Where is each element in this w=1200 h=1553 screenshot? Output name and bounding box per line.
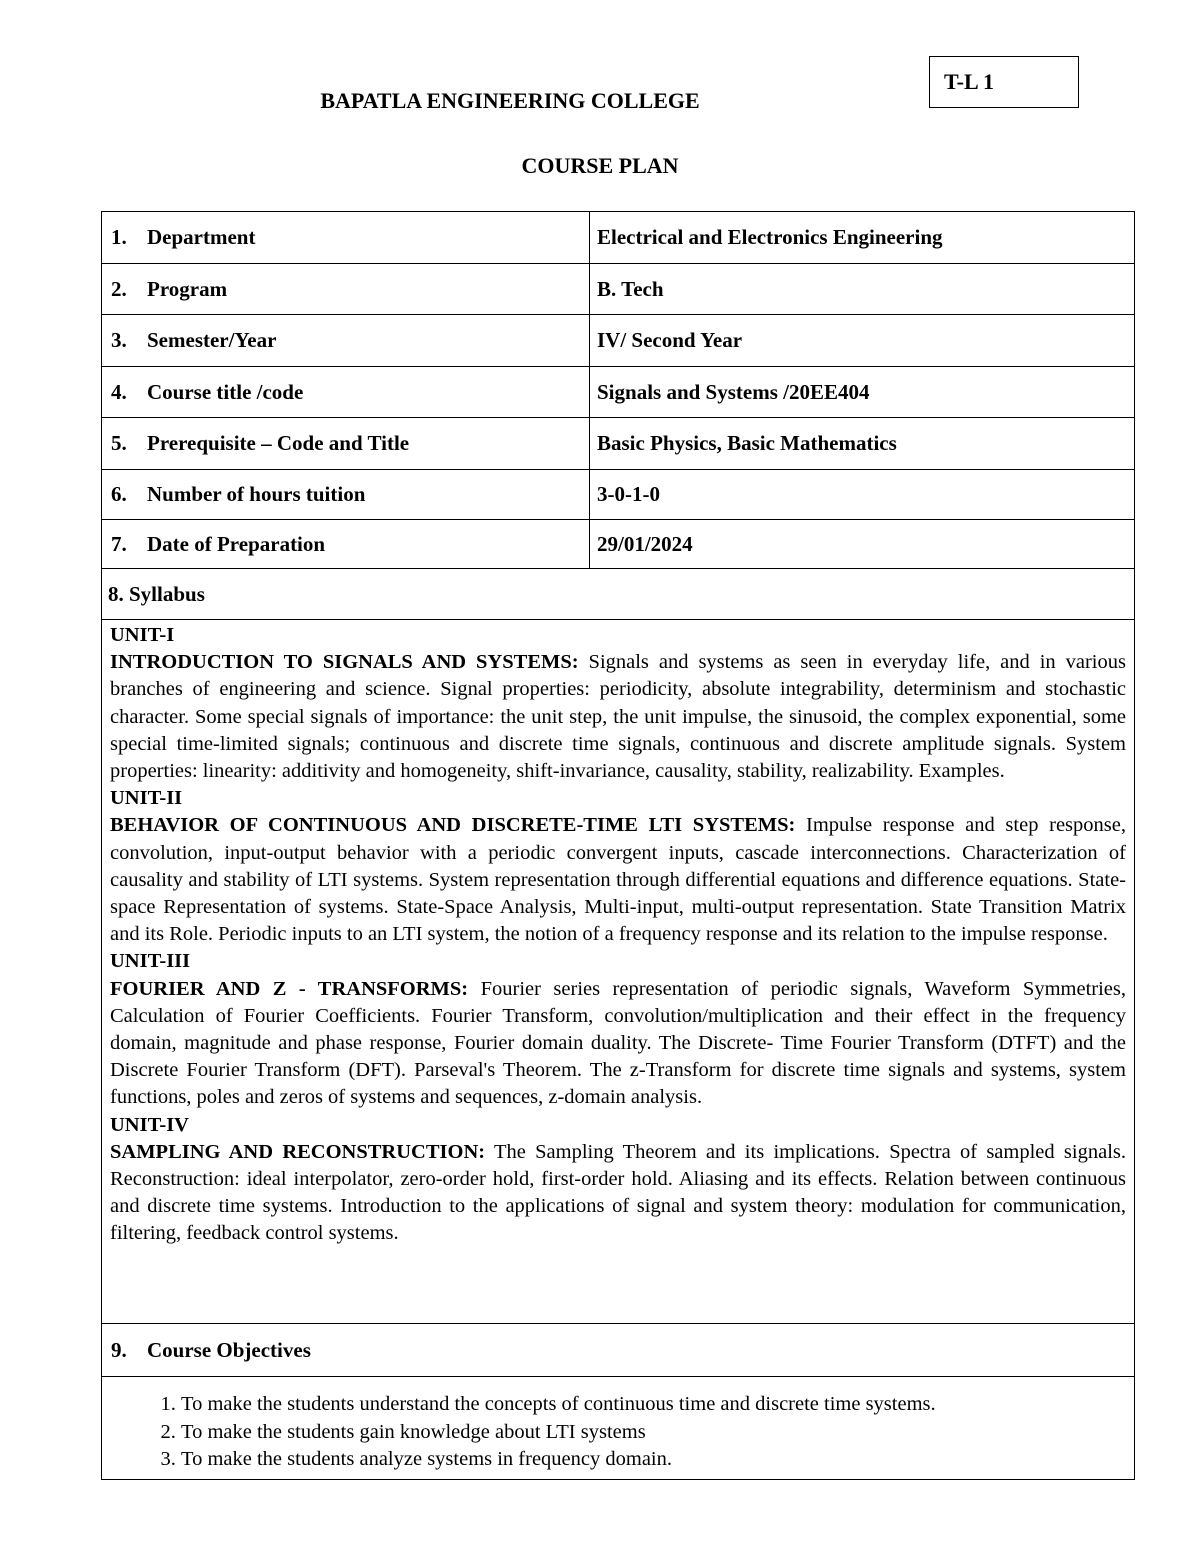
row-number: 7.: [111, 531, 127, 556]
row-label-cell: [102, 315, 590, 367]
row-label: Prerequisite – Code and Title: [147, 431, 410, 455]
unit-title: FOURIER AND Z - TRANSFORMS:: [110, 977, 469, 1000]
unit-title: BEHAVIOR OF CONTINUOUS AND DISCRETE-TIME LTI SYSTEMS:: [110, 814, 796, 837]
row-label-cell: [102, 520, 590, 569]
college-name: BAPATLA ENGINEERING COLLEGE: [320, 88, 700, 113]
row-value: Basic Physics, Basic Mathematics: [590, 418, 1135, 470]
unit-text: The Sampling Theorem and its implications. Spectra of sampled signals. Reconstruction: ideal interpolator, zero-order hold, first-order hold. Aliasing and its effects. Relation between continuous and discrete time systems. Introduction to the applications of signal and system theory: modulation for communication, filtering, feedback control systems.: [110, 1140, 1126, 1245]
objectives-content: [102, 1377, 1135, 1480]
objectives-heading-row: [102, 1324, 1135, 1377]
table-row: [102, 212, 1135, 264]
syllabus-content: [102, 620, 1135, 1324]
objectives-number: 9.: [111, 1337, 127, 1362]
unit-description: [110, 976, 1126, 1112]
list-item: 1. To make the students understand the concepts of continuous time and discrete time systems.: [181, 1391, 1124, 1419]
row-number: 2.: [111, 276, 127, 301]
syllabus-content-row: [102, 620, 1135, 1324]
row-value: IV/ Second Year: [590, 315, 1135, 367]
row-label: Semester/Year: [147, 328, 277, 352]
course-plan-table: [101, 211, 1135, 1480]
objectives-heading: Course Objectives: [147, 1337, 311, 1362]
syllabus-heading-row: [102, 569, 1135, 620]
row-number: 4.: [111, 379, 127, 404]
row-value: 3-0-1-0: [590, 470, 1135, 520]
list-item: 2. To make the students gain knowledge about LTI systems: [181, 1419, 1124, 1447]
table-row: [102, 418, 1135, 470]
table-row: [102, 470, 1135, 520]
row-number: 6.: [111, 482, 127, 506]
unit-title: SAMPLING AND RECONSTRUCTION:: [110, 1140, 486, 1163]
unit-text: Impulse response and step response, convolution, input-output behavior with a periodic convergent inputs, cascade interconnections. Characterization of causality and stability of LTI systems. System representation through differential equations and difference equations. State-space Representation of systems. State-Space Analysis, Multi-input, multi-output representation. State Transition Matrix and its Role. Periodic inputs to an LTI system, the notion of a frequency response and its relation to the impulse response.: [110, 814, 1126, 946]
unit-description: [110, 812, 1126, 948]
table-row: [102, 264, 1135, 315]
unit-label: UNIT-II: [110, 787, 183, 810]
row-number: 5.: [111, 431, 127, 455]
table-row: [102, 367, 1135, 418]
unit-label: UNIT-III: [110, 950, 191, 973]
row-label: Date of Preparation: [147, 531, 326, 556]
row-value: Electrical and Electronics Engineering: [590, 212, 1135, 264]
row-value: Signals and Systems /20EE404: [590, 367, 1135, 418]
row-label-cell: [102, 418, 590, 470]
row-number: 1.: [111, 225, 127, 249]
row-label: Program: [147, 276, 228, 301]
page-title: COURSE PLAN: [521, 153, 679, 178]
unit-label: UNIT-IV: [110, 1113, 189, 1136]
row-label: Course title /code: [147, 379, 304, 404]
unit-label: UNIT-I: [110, 624, 175, 646]
unit-text: Fourier series representation of periodic signals, Waveform Symmetries, Calculation of Fourier Coefficients. Fourier Transform, convolution/multiplication and their effect in the frequency domain, magnitude and phase response, Fourier domain duality. The Discrete- Time Fourier Transform (DTFT) and the Discrete Fourier Transform (DFT). Parseval's Theorem. The z-Transform for discrete time signals and systems, system functions, poles and zeros of systems and sequences, z-domain analysis.: [110, 977, 1126, 1109]
row-label-cell: [102, 367, 590, 418]
syllabus-heading: 8. Syllabus: [102, 569, 1135, 620]
row-value: B. Tech: [590, 264, 1135, 315]
unit-description: [110, 649, 1126, 785]
objectives-list: [112, 1391, 1124, 1474]
document-tag: T-L 1: [944, 69, 994, 94]
objectives-content-row: [102, 1377, 1135, 1480]
row-label-cell: [102, 212, 590, 264]
list-item: 3. To make the students analyze systems in frequency domain.: [181, 1446, 1124, 1474]
objectives-heading-cell: [102, 1324, 1135, 1377]
row-number: 3.: [111, 328, 127, 352]
row-label: Department: [147, 225, 256, 249]
unit-text: Signals and systems as seen in everyday life, and in various branches of engineering and science. Signal properties: periodicity, absolute integrability, determinism and stochastic character. Some special signals of importance: the unit step, the unit impulse, the sinusoid, the complex exponential, some special time-limited signals; continuous and discrete time signals, continuous and discrete amplitude signals. System properties: linearity: additivity and homogeneity, shift-invariance, causality, stability, realizability. Examples.: [110, 651, 1126, 783]
row-label-cell: [102, 264, 590, 315]
unit-title: INTRODUCTION TO SIGNALS AND SYSTEMS:: [110, 651, 579, 674]
row-label: Number of hours tuition: [147, 482, 366, 506]
row-label-cell: [102, 470, 590, 520]
table-row: [102, 315, 1135, 367]
unit-description: [110, 1139, 1126, 1248]
row-value: 29/01/2024: [590, 520, 1135, 569]
table-row: [102, 520, 1135, 569]
